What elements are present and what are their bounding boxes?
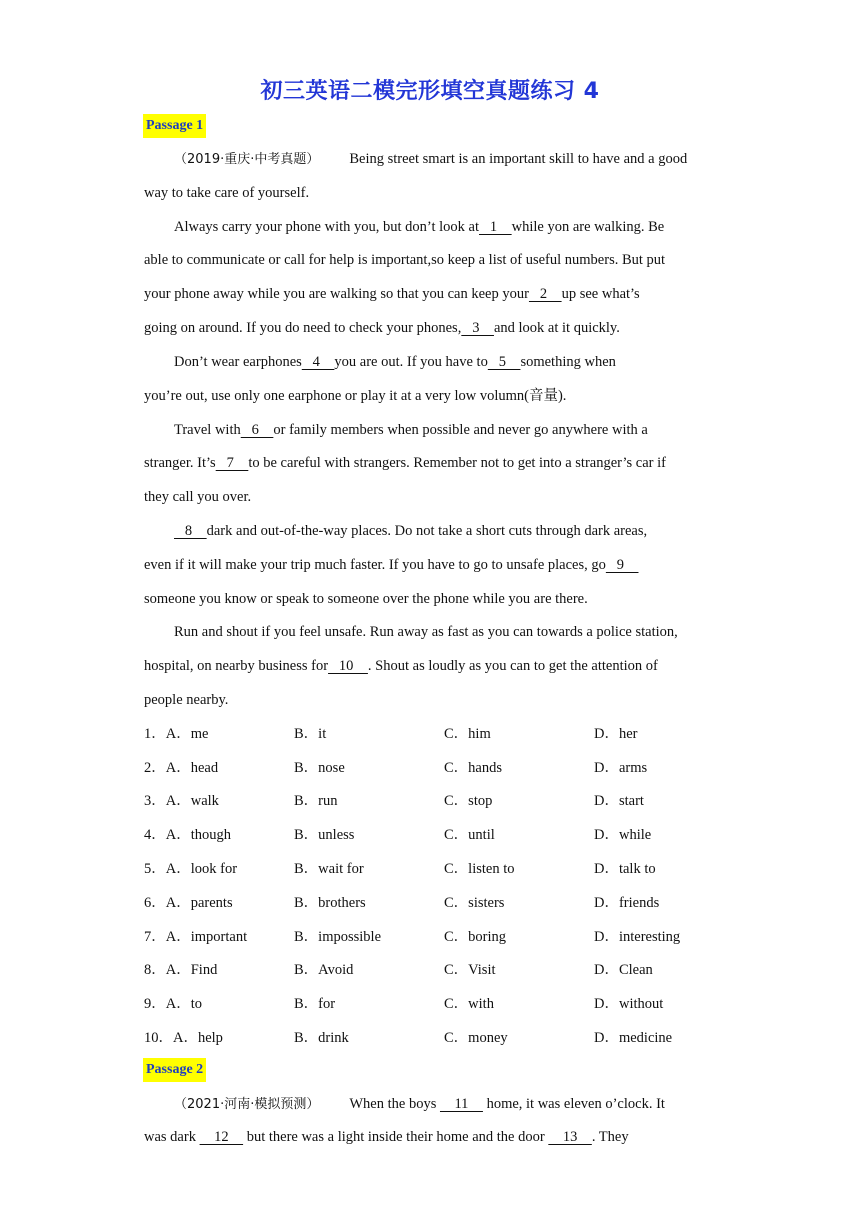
blank-5: 5	[487, 354, 521, 370]
option-c: C．with	[444, 996, 494, 1012]
blank-1: 1	[479, 219, 512, 235]
passage-1-line	[144, 386, 566, 406]
text-span: stranger. It’s	[144, 455, 216, 471]
passage-2-tag: Passage 2	[143, 1058, 206, 1082]
option-c: C．money	[444, 1030, 508, 1046]
blank-4: 4	[301, 354, 335, 370]
question-number: 7．	[144, 929, 166, 945]
question-number: 4．	[144, 827, 166, 843]
option-b: B．drink	[294, 1030, 349, 1046]
option-b: B．nose	[294, 760, 345, 776]
text-span: was dark	[144, 1129, 196, 1145]
option-b: B．it	[294, 726, 327, 742]
option-a: A．look for	[165, 861, 238, 877]
option-b: B．impossible	[294, 929, 382, 945]
passage-1-line	[174, 217, 664, 237]
passage-1-line	[144, 690, 228, 710]
passage-2-line	[174, 1094, 665, 1115]
option-b: B．run	[294, 793, 338, 809]
option-b: B．Avoid	[294, 962, 354, 978]
option-a: A．parents	[165, 895, 233, 911]
text-span: able to communicate or call for help is important,so keep a list of useful numbers. But put	[144, 252, 666, 268]
option-a: A．help	[173, 1030, 223, 1046]
option-b: B．wait for	[294, 861, 364, 877]
text-span: going on around. If you do need to check your phones,	[144, 320, 462, 336]
passage-1-line	[174, 149, 687, 170]
option-d: D．start	[594, 793, 644, 809]
option-a: A．Find	[165, 962, 218, 978]
passage-1-line	[174, 521, 647, 541]
text-span: When the boys	[349, 1096, 437, 1112]
question-number: 3．	[144, 793, 166, 809]
blank-11: 11	[439, 1096, 483, 1112]
text-span: Don’t wear earphones	[174, 354, 302, 370]
option-a: A．important	[165, 929, 248, 945]
option-b: B．for	[294, 996, 336, 1012]
text-span: they call you over.	[144, 489, 252, 505]
passage-1-line	[144, 453, 666, 473]
question-row	[144, 960, 217, 980]
source-label: （2019·重庆·中考真题）	[174, 152, 320, 167]
option-a: A．though	[165, 827, 231, 843]
source-label: （2021·河南·模拟预测）	[174, 1097, 320, 1112]
text-span: to be careful with strangers. Remember not to get into a stranger’s car if	[248, 455, 666, 471]
option-d: D．talk to	[594, 861, 656, 877]
blank-9: 9	[605, 557, 639, 573]
blank-2: 2	[528, 286, 562, 302]
passage-1-line	[144, 555, 638, 575]
passage-1-line	[144, 656, 658, 676]
option-a: A．me	[165, 726, 209, 742]
question-number: 1．	[144, 726, 166, 742]
option-d: D．Clean	[594, 962, 653, 978]
text-span: people nearby.	[144, 692, 229, 708]
blank-6: 6	[240, 422, 274, 438]
option-c: C．until	[444, 827, 495, 843]
text-span: someone you know or speak to someone over the phone while you are there.	[144, 591, 588, 607]
text-span: Always carry your phone with you, but don’t look at	[174, 219, 479, 235]
question-row	[144, 1028, 223, 1048]
option-d: D．medicine	[594, 1030, 673, 1046]
question-row	[144, 994, 202, 1014]
text-span: or family members when possible and never go anywhere with a	[273, 422, 648, 438]
option-d: D．arms	[594, 760, 648, 776]
passage-1-tag: Passage 1	[143, 114, 206, 138]
question-number: 5．	[144, 861, 166, 877]
question-number: 8．	[144, 962, 166, 978]
question-number: 2．	[144, 760, 166, 776]
text-span: you’re out, use only one earphone or play it at a very low volumn(音量).	[144, 388, 567, 404]
text-span: up see what’s	[561, 286, 640, 302]
option-b: B．unless	[294, 827, 355, 843]
question-number: 10．	[144, 1030, 173, 1046]
passage-1-line	[174, 622, 678, 642]
option-d: D．interesting	[594, 929, 681, 945]
page-title: 初三英语二模完形填空真题练习 4	[260, 79, 600, 104]
blank-12: 12	[199, 1129, 244, 1145]
option-c: C．boring	[444, 929, 507, 945]
text-span: . Shout as loudly as you can to get the attention of	[367, 658, 658, 674]
option-c: C．stop	[444, 793, 493, 809]
option-d: D．without	[594, 996, 664, 1012]
text-span: . They	[591, 1129, 629, 1145]
text-span: while yon are walking. Be	[511, 219, 665, 235]
option-a: A．walk	[165, 793, 219, 809]
text-span: you are out. If you have to	[334, 354, 488, 370]
text-span: Travel with	[174, 422, 241, 438]
passage-1-line	[144, 250, 665, 270]
passage-1-line	[144, 487, 251, 507]
text-span: something when	[520, 354, 616, 370]
blank-10: 10	[328, 658, 368, 674]
blank-3: 3	[461, 320, 494, 336]
blank-7: 7	[215, 455, 249, 471]
option-d: D．friends	[594, 895, 660, 911]
option-c: C．him	[444, 726, 491, 742]
text-span: your phone away while you are walking so that you can keep your	[144, 286, 529, 302]
text-span: Run and shout if you feel unsafe. Run away as fast as you can towards a police station,	[174, 624, 678, 640]
question-row	[144, 724, 208, 744]
question-row	[144, 859, 237, 879]
question-row	[144, 927, 247, 947]
passage-1-line	[174, 352, 616, 372]
option-d: D．while	[594, 827, 652, 843]
option-a: A．head	[165, 760, 219, 776]
text-span: and look at it quickly.	[493, 320, 620, 336]
passage-2-line	[144, 1127, 629, 1147]
question-row	[144, 758, 218, 778]
text-span: home, it was eleven o’clock. It	[486, 1096, 665, 1112]
text-span: Being street smart is an important skill to have and a good	[349, 151, 688, 167]
question-number: 6．	[144, 895, 166, 911]
option-b: B．brothers	[294, 895, 366, 911]
text-span: even if it will make your trip much faster. If you have to go to unsafe places, go	[144, 557, 606, 573]
text-span: hospital, on nearby business for	[144, 658, 329, 674]
option-c: C．listen to	[444, 861, 515, 877]
passage-1-line	[144, 589, 588, 609]
option-c: C．sisters	[444, 895, 505, 911]
passage-1-line	[174, 420, 648, 440]
option-c: C．Visit	[444, 962, 496, 978]
blank-13: 13	[548, 1129, 592, 1145]
text-span: but there was a light inside their home and the door	[246, 1129, 545, 1145]
text-span: dark and out-of-the-way places. Do not take a short cuts through dark areas,	[206, 523, 648, 539]
passage-1-line	[144, 318, 620, 338]
passage-1-line	[144, 284, 640, 304]
option-d: D．her	[594, 726, 638, 742]
option-c: C．hands	[444, 760, 502, 776]
option-a: A．to	[165, 996, 202, 1012]
blank-8: 8	[174, 523, 207, 539]
question-row	[144, 825, 231, 845]
question-row	[144, 893, 233, 913]
passage-1-line	[144, 183, 309, 203]
question-row	[144, 791, 219, 811]
question-number: 9．	[144, 996, 166, 1012]
text-span: way to take care of yourself.	[144, 185, 310, 201]
